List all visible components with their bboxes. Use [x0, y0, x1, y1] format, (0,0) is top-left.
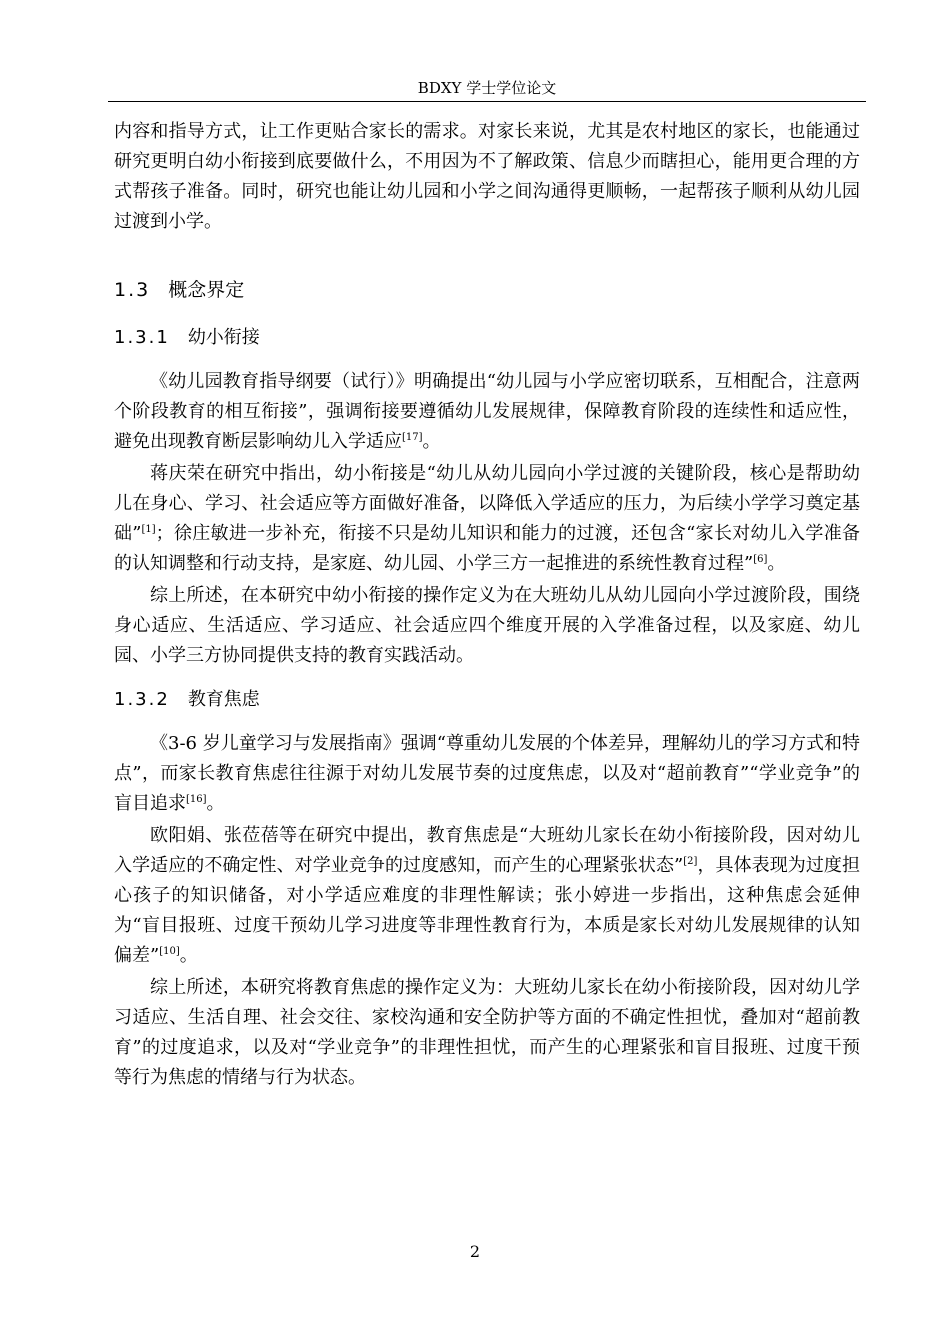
citation: [1]: [141, 524, 156, 535]
paragraph-text: 蒋庆荣在研究中指出，幼小衔接是“幼儿从幼儿园向小学过渡的关键阶段，核心是帮助幼儿在身心、学习、社会适应等方面做好准备，以降低入学适应的压力，为后续小学学习奠定基础”: [114, 463, 860, 544]
paragraph-end: 。: [179, 945, 198, 966]
paragraph-text: ，具体表现为过度担心孩子的知识储备，对小学适应难度的非理性解读；张小婷进一步指出，这种焦虑会延伸为“盲目报班、过度干预幼儿学习进度等非理性教育行为，本质是家长对幼儿发展规律的认知偏差”: [114, 855, 860, 966]
header-rule: [108, 101, 866, 102]
paragraph-text: 《幼儿园教育指导纲要（试行）》明确提出“幼儿园与小学应密切联系，互相配合，注意两个阶段教育的相互衔接”，强调衔接要遵循幼儿发展规律，保障教育阶段的连续性和适应性，避免出现教育断层影响幼儿入学适应: [114, 371, 860, 452]
paragraph-1-3-2-c: 综上所述，本研究将教育焦虑的操作定义为：大班幼儿家长在幼小衔接阶段，因对幼儿学习适应、生活自理、社会交往、家校沟通和安全防护等方面的不确定性担忧，叠加对“超前教育”的过度追求，以及对“学业竞争”的非理性担忧，而产生的心理紧张和盲目报班、过度干预等行为焦虑的情绪与行为状态。: [114, 977, 860, 1088]
paragraph-1-3-1-c: 综上所述，在本研究中幼小衔接的操作定义为在大班幼儿从幼儿园向小学过渡阶段，围绕身心适应、生活适应、学习适应、社会适应四个维度开展的入学准备过程，以及家庭、幼儿园、小学三方协同提供支持的教育实践活动。: [114, 585, 860, 666]
paragraph-1-3-1-b: [114, 459, 860, 579]
paragraph-1-3-2-a: [114, 729, 860, 819]
subsection-title: 教育焦虑: [187, 689, 260, 710]
section-heading-1-3: [114, 275, 860, 305]
page-number: 2: [469, 1242, 481, 1261]
subsection-number: 1.3.2: [114, 689, 170, 710]
paragraph-end: 。: [206, 793, 225, 814]
paragraph-text: ；徐庄敏进一步补充，衔接不只是幼儿知识和能力的过渡，还包含“家长对幼儿入学准备的认知调整和行动支持，是家庭、幼儿园、小学三方一起推进的系统性教育过程”: [114, 523, 860, 574]
paragraph-text: 《3-6 岁儿童学习与发展指南》强调“尊重幼儿发展的个体差异，理解幼儿的学习方式和特点”，而家长教育焦虑往往源于对幼儿发展节奏的过度焦虑，以及对“超前教育”“学业竞争”的盲目追求: [114, 733, 860, 814]
citation: [10]: [159, 946, 180, 957]
citation: [2]: [683, 856, 698, 867]
paragraph-end: 。: [767, 553, 786, 574]
subsection-title: 幼小衔接: [187, 327, 260, 348]
citation: [17]: [402, 432, 423, 443]
paragraph-text: 欧阳娟、张莅蓓等在研究中提出，教育焦虑是“大班幼儿家长在幼小衔接阶段，因对幼儿入学适应的不确定性、对学业竞争的过度感知，而产生的心理紧张状态”: [114, 825, 860, 876]
paragraph-1-3-1-a: [114, 367, 860, 457]
citation: [16]: [186, 794, 207, 805]
intro-paragraph: 内容和指导方式，让工作更贴合家长的需求。对家长来说，尤其是农村地区的家长，也能通过研究更明白幼小衔接到底要做什么，不用因为不了解政策、信息少而瞎担心，能用更合理的方式帮孩子准备。同时，研究也能让幼儿园和小学之间沟通得更顺畅，一起帮孩子顺利从幼儿园过渡到小学。: [114, 121, 860, 232]
running-header: BDXY 学士学位论文: [417, 79, 557, 97]
subsection-heading-1-3-1: [114, 323, 860, 353]
paragraph-end: 。: [422, 431, 441, 452]
page-body: [114, 117, 860, 1093]
section-number: 1.3: [114, 279, 151, 301]
paragraph-1-3-2-b: [114, 821, 860, 971]
subsection-number: 1.3.1: [114, 327, 170, 348]
citation: [6]: [753, 554, 768, 565]
section-title: 概念界定: [168, 279, 245, 301]
subsection-heading-1-3-2: [114, 685, 860, 715]
